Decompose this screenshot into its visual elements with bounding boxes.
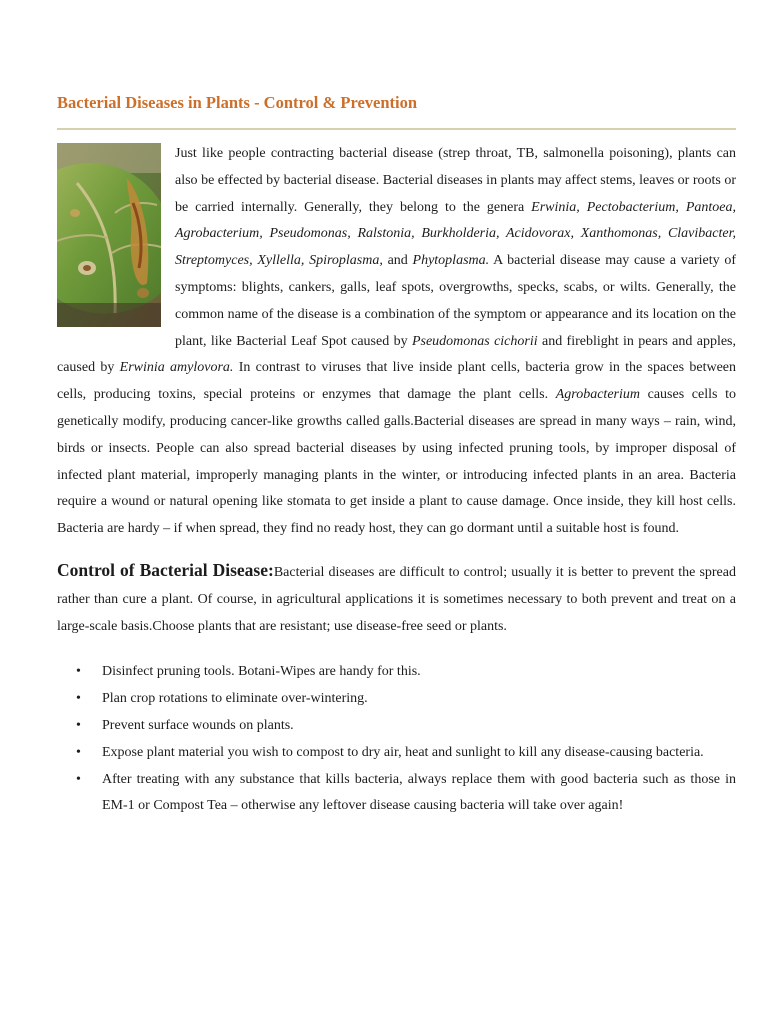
bullet-icon: •	[76, 744, 81, 760]
list-item	[57, 659, 736, 686]
bullet-icon: •	[76, 691, 81, 707]
control-section	[57, 557, 736, 640]
list-item-text: Plan crop rotations to eliminate over-wintering.	[102, 691, 368, 707]
intro-text-3: A bacterial disease may cause a variety of symptoms: blights, cankers, galls, leaf spots, overgrowths, specks, scabs, or wilts. Generally, the common name of the disease is a combination of the symptom or appearance and its location on the plant, like Bacterial Leaf Spot caused by	[175, 253, 736, 349]
intro-text-2: and	[382, 253, 413, 269]
intro-text-6: causes cells to genetically modify, producing cancer-like growths called galls.Bacterial diseases are spread in many ways – rain, wind, birds or insects. People can also spread bacterial diseases by using infected pruning tools, by improper disposal of infected plant material, improperly managing plants in the winter, or introducing infected plants in an area. Bacteria require a wound or natural opening like stomata to get inside a plant to cause damage. Once inside, they kill host cells. Bacteria are hardy – if when spread, they find no ready host, they can go dormant until a suitable host is found.	[57, 387, 736, 537]
species-pseudomonas-cichorii: Pseudomonas cichorii	[411, 333, 538, 349]
intro-text-1: Just like people contracting bacterial disease (strep throat, TB, salmonella poisoning), plants can also be effected by bacterial disease. Bacterial diseases in plants may affect stems, leaves or roots or be carried internally. Generally, they belong to the genera	[175, 146, 736, 215]
genus-phytoplasma: Phytoplasma.	[412, 253, 490, 269]
list-item	[57, 686, 736, 713]
title-divider	[57, 128, 736, 130]
list-item	[57, 767, 736, 821]
list-item-text: Prevent surface wounds on plants.	[102, 717, 294, 733]
list-item-text: Disinfect pruning tools. Botani-Wipes are handy for this.	[102, 664, 421, 680]
list-item	[57, 713, 736, 740]
control-heading: Control of Bacterial Disease:	[57, 559, 274, 580]
control-text: Bacterial diseases are difficult to control; usually it is better to prevent the spread rather than cure a plant. Of course, in agricultural applications it is sometimes necessary to both prevent and treat on a large-scale basis.Choose plants that are resistant; use disease-free seed or plants.	[57, 564, 736, 634]
genera-list: Erwinia, Pectobacterium, Pantoea, Agrobacterium, Pseudomonas, Ralstonia, Burkholderia, Acidovorax, Xanthomonas, Clavibacter, Streptomyces, Xyllella, Spiroplasma,	[175, 199, 736, 269]
list-item-text: Expose plant material you wish to compost to dry air, heat and sunlight to kill any disease-causing bacteria.	[102, 744, 704, 760]
page-title: Bacterial Diseases in Plants - Control & Prevention	[57, 93, 418, 112]
bullet-icon: •	[76, 771, 81, 787]
prevention-list	[57, 659, 736, 820]
species-erwinia-amylovora: Erwinia amylovora.	[119, 360, 234, 376]
bullet-icon: •	[76, 717, 81, 733]
list-item	[57, 740, 736, 767]
bullet-icon: •	[76, 664, 81, 680]
intro-paragraph	[57, 141, 736, 543]
genus-agrobacterium: Agrobacterium	[555, 387, 640, 403]
list-item-text: After treating with any substance that kills bacteria, always replace them with good bacteria such as those in EM-1 or Compost Tea – otherwise any leftover disease causing bacteria will take over again!	[102, 771, 736, 814]
intro-text-4: and fireblight in pears and apples, caused by	[57, 333, 736, 376]
diseased-leaf-photo	[57, 143, 161, 327]
intro-text-5: In contrast to viruses that live inside plant cells, bacteria grow in the spaces between cells, producing toxins, special proteins or enzymes that damage the plant cells.	[57, 360, 736, 403]
